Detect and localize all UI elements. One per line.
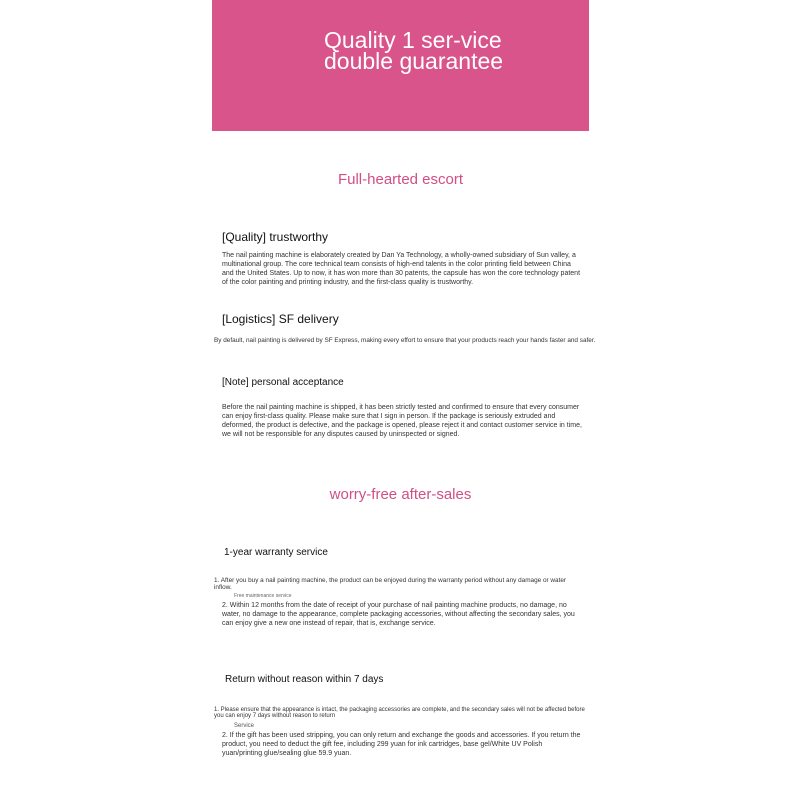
warranty-item-2: 2. Within 12 months from the date of receipt of your purchase of nail painting machine products, no damage, no water, no damage to the appearance, complete packaging accessories, without affecting the secondary sales, you can enjoy give a new one instead of repair, that is, exchange service. (222, 602, 575, 627)
warranty-item-1: 1. After you buy a nail painting machine, the product can be enjoyed during the warranty period without any damage or water inflow. (214, 577, 567, 591)
header-banner (212, 0, 589, 131)
quality-text: The nail painting machine is elaborately created by Dan Ya Technology, a wholly-owned subsidiary of Sun valley, a multinational group. The core technical team consists of high-end talents in the color printing field between China and the United States. Up to now, it has won more than 30 patents, the capsule has won the core technology patent of the color painting and printing industry, and the first-class quality is trustworthy. (222, 252, 581, 286)
note-text: Before the nail painting machine is shipped, it has been strictly tested and confirmed to ensure that every consumer can enjoy first-class quality. Please make sure that I sign in person. If the package is seriously extruded and deformed, the product is defective, and the package is opened, please reject it and contact customer service in time, we will not be responsible for any disputes caused by uninspected or signed. (222, 404, 582, 438)
quality-heading: [Quality] trustworthy (222, 230, 329, 244)
return-heading: Return without reason within 7 days (225, 674, 384, 685)
logistics-text: By default, nail painting is delivered by SF Express, making every effort to ensure that your products reach your hands faster and safer. (214, 337, 596, 344)
return-subtitle: Service (234, 723, 255, 729)
warranty-subtitle: Free maintenance service (234, 593, 292, 599)
banner-title: Quality 1 ser-vice double guarantee (324, 27, 504, 74)
warranty-heading: 1-year warranty service (224, 547, 328, 558)
return-item-2: 2. If the gift has been used stripping, you can only return and exchange the goods and accessories. If you return the product, you need to deduct the gift fee, including 299 yuan for ink cartridges, base gel/White UV Polish yuan/printing glue/sealing glue 59.9 yuan. (222, 732, 581, 757)
return-item-1: 1. Please ensure that the appearance is intact, the packaging accessories are complete, and the secondary sales will not be affected before you can enjoy 7 days without reason to return (214, 707, 585, 719)
section-title-aftersales: worry-free after-sales (329, 486, 472, 503)
note-heading: [Note] personal acceptance (222, 377, 344, 388)
section-title-escort: Full-hearted escort (337, 171, 464, 188)
logistics-heading: [Logistics] SF delivery (222, 312, 339, 326)
